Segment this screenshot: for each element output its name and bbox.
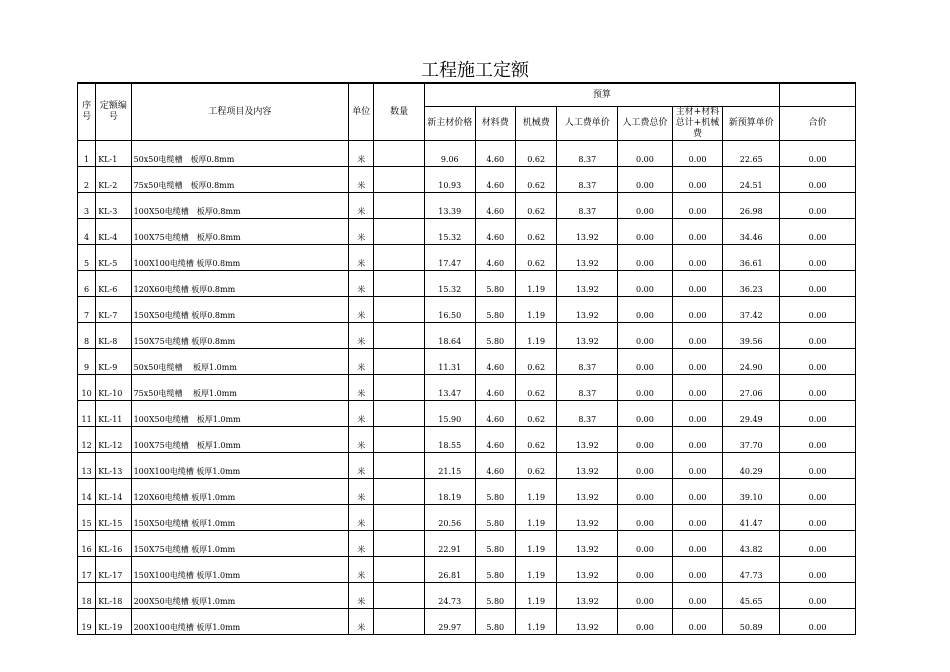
cell-qty [374, 583, 425, 609]
cell-labor-unit: 13.92 [557, 219, 618, 245]
cell-item: 50x50电缆槽 板厚1.0mm [131, 349, 348, 375]
cell-total: 0.00 [780, 609, 856, 635]
cell-labor-unit: 13.92 [557, 297, 618, 323]
cell-new-unit: 37.70 [723, 427, 780, 453]
cell-machine: 0.62 [515, 375, 556, 401]
cell-total: 0.00 [780, 219, 856, 245]
cell-main-price: 9.06 [424, 141, 475, 167]
cell-unit: 米 [349, 557, 374, 583]
cell-material: 4.60 [475, 349, 515, 375]
table-row [78, 141, 856, 167]
table-row [78, 245, 856, 271]
cell-subtotal: 0.00 [672, 375, 723, 401]
cell-code: KL-17 [96, 557, 131, 583]
cell-seq: 6 [78, 271, 96, 297]
cell-code: KL-9 [96, 349, 131, 375]
cell-unit: 米 [349, 271, 374, 297]
cell-code: KL-13 [96, 453, 131, 479]
cell-labor-total: 0.00 [618, 583, 673, 609]
cell-labor-unit: 13.92 [557, 427, 618, 453]
cell-total: 0.00 [780, 427, 856, 453]
cell-material: 5.80 [475, 557, 515, 583]
cell-subtotal: 0.00 [672, 297, 723, 323]
table-row [78, 401, 856, 427]
cell-total: 0.00 [780, 349, 856, 375]
cell-main-price: 10.93 [424, 167, 475, 193]
cell-new-unit: 27.06 [723, 375, 780, 401]
cell-item: 100X100电缆槽 板厚1.0mm [131, 453, 348, 479]
cell-unit: 米 [349, 505, 374, 531]
cell-main-price: 18.55 [424, 427, 475, 453]
cell-labor-unit: 8.37 [557, 401, 618, 427]
table-row [78, 505, 856, 531]
table-row [78, 453, 856, 479]
table-row [78, 557, 856, 583]
cell-seq: 11 [78, 401, 96, 427]
cell-qty [374, 219, 425, 245]
cell-seq: 1 [78, 141, 96, 167]
cell-labor-total: 0.00 [618, 167, 673, 193]
header-labor-unit: 人工费单价 [557, 107, 618, 141]
table-row [78, 271, 856, 297]
cell-seq: 17 [78, 557, 96, 583]
cell-unit: 米 [349, 427, 374, 453]
cell-seq: 10 [78, 375, 96, 401]
cell-total: 0.00 [780, 531, 856, 557]
cell-machine: 0.62 [515, 453, 556, 479]
cell-code: KL-12 [96, 427, 131, 453]
cell-machine: 1.19 [515, 479, 556, 505]
cell-subtotal: 0.00 [672, 557, 723, 583]
cell-labor-total: 0.00 [618, 557, 673, 583]
cell-code: KL-4 [96, 219, 131, 245]
cell-main-price: 15.90 [424, 401, 475, 427]
cell-main-price: 11.31 [424, 349, 475, 375]
cell-labor-total: 0.00 [618, 479, 673, 505]
cell-subtotal: 0.00 [672, 193, 723, 219]
cell-total: 0.00 [780, 479, 856, 505]
cell-material: 4.60 [475, 375, 515, 401]
cell-qty [374, 141, 425, 167]
cell-labor-total: 0.00 [618, 271, 673, 297]
cell-subtotal: 0.00 [672, 141, 723, 167]
cell-main-price: 13.47 [424, 375, 475, 401]
cell-code: KL-10 [96, 375, 131, 401]
cell-code: KL-18 [96, 583, 131, 609]
cell-labor-unit: 13.92 [557, 323, 618, 349]
cell-total: 0.00 [780, 557, 856, 583]
cell-subtotal: 0.00 [672, 609, 723, 635]
cell-total: 0.00 [780, 323, 856, 349]
cell-new-unit: 41.47 [723, 505, 780, 531]
cell-material: 5.80 [475, 531, 515, 557]
cell-total: 0.00 [780, 453, 856, 479]
cell-code: KL-8 [96, 323, 131, 349]
cell-labor-unit: 8.37 [557, 193, 618, 219]
cell-labor-total: 0.00 [618, 297, 673, 323]
cell-main-price: 22.91 [424, 531, 475, 557]
cell-labor-total: 0.00 [618, 531, 673, 557]
header-blank [780, 83, 856, 107]
cell-unit: 米 [349, 323, 374, 349]
cell-labor-unit: 13.92 [557, 531, 618, 557]
cell-item: 50x50电缆槽 板厚0.8mm [131, 141, 348, 167]
quota-table [77, 82, 856, 635]
header-subtotal: 主材+材料总计+机械费 [672, 107, 723, 141]
cell-qty [374, 271, 425, 297]
cell-seq: 4 [78, 219, 96, 245]
cell-material: 5.80 [475, 271, 515, 297]
table-row [78, 479, 856, 505]
table-row [78, 193, 856, 219]
cell-new-unit: 39.10 [723, 479, 780, 505]
cell-unit: 米 [349, 531, 374, 557]
cell-unit: 米 [349, 193, 374, 219]
cell-material: 5.80 [475, 505, 515, 531]
cell-qty [374, 375, 425, 401]
cell-qty [374, 479, 425, 505]
cell-main-price: 16.50 [424, 297, 475, 323]
cell-main-price: 15.32 [424, 219, 475, 245]
cell-seq: 18 [78, 583, 96, 609]
cell-material: 5.80 [475, 609, 515, 635]
cell-unit: 米 [349, 609, 374, 635]
header-budget: 预算 [424, 83, 779, 107]
cell-subtotal: 0.00 [672, 349, 723, 375]
cell-labor-unit: 13.92 [557, 609, 618, 635]
cell-item: 200X50电缆槽 板厚1.0mm [131, 583, 348, 609]
cell-qty [374, 609, 425, 635]
cell-unit: 米 [349, 141, 374, 167]
cell-machine: 0.62 [515, 167, 556, 193]
cell-machine: 0.62 [515, 427, 556, 453]
cell-labor-unit: 8.37 [557, 375, 618, 401]
cell-new-unit: 37.42 [723, 297, 780, 323]
cell-item: 100X50电缆槽 板厚0.8mm [131, 193, 348, 219]
cell-subtotal: 0.00 [672, 219, 723, 245]
cell-main-price: 24.73 [424, 583, 475, 609]
table-row [78, 583, 856, 609]
cell-seq: 9 [78, 349, 96, 375]
cell-unit: 米 [349, 349, 374, 375]
header-total: 合价 [780, 107, 856, 141]
cell-new-unit: 34.46 [723, 219, 780, 245]
cell-subtotal: 0.00 [672, 453, 723, 479]
cell-new-unit: 36.23 [723, 271, 780, 297]
cell-unit: 米 [349, 583, 374, 609]
cell-item: 100X100电缆槽 板厚0.8mm [131, 245, 348, 271]
cell-qty [374, 297, 425, 323]
cell-labor-total: 0.00 [618, 323, 673, 349]
cell-labor-total: 0.00 [618, 375, 673, 401]
cell-qty [374, 193, 425, 219]
cell-machine: 1.19 [515, 505, 556, 531]
cell-unit: 米 [349, 479, 374, 505]
cell-seq: 19 [78, 609, 96, 635]
cell-seq: 14 [78, 479, 96, 505]
cell-item: 75x50电缆槽 板厚1.0mm [131, 375, 348, 401]
cell-material: 5.80 [475, 583, 515, 609]
cell-machine: 1.19 [515, 531, 556, 557]
cell-code: KL-2 [96, 167, 131, 193]
cell-new-unit: 29.49 [723, 401, 780, 427]
cell-seq: 2 [78, 167, 96, 193]
cell-total: 0.00 [780, 297, 856, 323]
cell-labor-unit: 13.92 [557, 505, 618, 531]
cell-machine: 0.62 [515, 401, 556, 427]
header-seq: 序号 [78, 83, 96, 141]
cell-total: 0.00 [780, 167, 856, 193]
cell-item: 150X50电缆槽 板厚1.0mm [131, 505, 348, 531]
cell-total: 0.00 [780, 505, 856, 531]
cell-item: 150X50电缆槽 板厚0.8mm [131, 297, 348, 323]
cell-new-unit: 24.90 [723, 349, 780, 375]
cell-labor-total: 0.00 [618, 219, 673, 245]
cell-item: 200X100电缆槽 板厚1.0mm [131, 609, 348, 635]
cell-main-price: 21.15 [424, 453, 475, 479]
cell-code: KL-15 [96, 505, 131, 531]
cell-material: 4.60 [475, 193, 515, 219]
cell-seq: 5 [78, 245, 96, 271]
cell-item: 120X60电缆槽 板厚1.0mm [131, 479, 348, 505]
cell-labor-total: 0.00 [618, 141, 673, 167]
cell-main-price: 26.81 [424, 557, 475, 583]
cell-main-price: 15.32 [424, 271, 475, 297]
cell-subtotal: 0.00 [672, 427, 723, 453]
header-new-unit: 新预算单价 [723, 107, 780, 141]
cell-main-price: 18.64 [424, 323, 475, 349]
cell-code: KL-14 [96, 479, 131, 505]
cell-seq: 13 [78, 453, 96, 479]
cell-seq: 7 [78, 297, 96, 323]
cell-subtotal: 0.00 [672, 271, 723, 297]
cell-qty [374, 505, 425, 531]
cell-subtotal: 0.00 [672, 401, 723, 427]
cell-unit: 米 [349, 167, 374, 193]
cell-machine: 1.19 [515, 297, 556, 323]
cell-material: 4.60 [475, 245, 515, 271]
header-material: 材料费 [475, 107, 515, 141]
cell-labor-total: 0.00 [618, 349, 673, 375]
header-main-price: 新主材价格 [424, 107, 475, 141]
cell-total: 0.00 [780, 245, 856, 271]
cell-main-price: 18.19 [424, 479, 475, 505]
cell-item: 100X50电缆槽 板厚1.0mm [131, 401, 348, 427]
table-row [78, 297, 856, 323]
cell-item: 100X75电缆槽 板厚1.0mm [131, 427, 348, 453]
cell-labor-unit: 13.92 [557, 453, 618, 479]
cell-item: 100X75电缆槽 板厚0.8mm [131, 219, 348, 245]
cell-subtotal: 0.00 [672, 167, 723, 193]
cell-machine: 0.62 [515, 245, 556, 271]
cell-labor-unit: 13.92 [557, 557, 618, 583]
cell-code: KL-11 [96, 401, 131, 427]
cell-material: 5.80 [475, 297, 515, 323]
cell-code: KL-19 [96, 609, 131, 635]
cell-machine: 1.19 [515, 583, 556, 609]
cell-code: KL-16 [96, 531, 131, 557]
cell-seq: 8 [78, 323, 96, 349]
cell-main-price: 29.97 [424, 609, 475, 635]
table-row [78, 531, 856, 557]
cell-machine: 0.62 [515, 219, 556, 245]
cell-labor-total: 0.00 [618, 609, 673, 635]
cell-seq: 12 [78, 427, 96, 453]
cell-material: 5.80 [475, 479, 515, 505]
header-labor-total: 人工费总价 [618, 107, 673, 141]
cell-labor-unit: 8.37 [557, 167, 618, 193]
cell-qty [374, 557, 425, 583]
cell-material: 4.60 [475, 219, 515, 245]
cell-qty [374, 427, 425, 453]
cell-new-unit: 40.29 [723, 453, 780, 479]
cell-labor-unit: 13.92 [557, 245, 618, 271]
cell-material: 5.80 [475, 323, 515, 349]
cell-material: 4.60 [475, 167, 515, 193]
cell-total: 0.00 [780, 375, 856, 401]
cell-machine: 0.62 [515, 349, 556, 375]
cell-qty [374, 453, 425, 479]
cell-code: KL-6 [96, 271, 131, 297]
table-row [78, 167, 856, 193]
cell-new-unit: 45.65 [723, 583, 780, 609]
cell-main-price: 20.56 [424, 505, 475, 531]
cell-code: KL-7 [96, 297, 131, 323]
cell-labor-total: 0.00 [618, 427, 673, 453]
cell-qty [374, 245, 425, 271]
cell-labor-total: 0.00 [618, 245, 673, 271]
table-row [78, 323, 856, 349]
cell-unit: 米 [349, 219, 374, 245]
cell-labor-total: 0.00 [618, 453, 673, 479]
page-title: 工程施工定额 [421, 60, 529, 81]
cell-seq: 16 [78, 531, 96, 557]
table-row [78, 375, 856, 401]
cell-item: 150X75电缆槽 板厚1.0mm [131, 531, 348, 557]
header-item: 工程项目及内容 [131, 83, 348, 141]
cell-subtotal: 0.00 [672, 323, 723, 349]
table-row [78, 609, 856, 635]
cell-new-unit: 26.98 [723, 193, 780, 219]
cell-new-unit: 43.82 [723, 531, 780, 557]
header-qty: 数量 [374, 83, 425, 141]
cell-qty [374, 531, 425, 557]
cell-item: 75x50电缆槽 板厚0.8mm [131, 167, 348, 193]
cell-new-unit: 22.65 [723, 141, 780, 167]
cell-labor-total: 0.00 [618, 505, 673, 531]
cell-qty [374, 167, 425, 193]
cell-labor-total: 0.00 [618, 401, 673, 427]
cell-main-price: 17.47 [424, 245, 475, 271]
cell-item: 150X100电缆槽 板厚1.0mm [131, 557, 348, 583]
cell-new-unit: 36.61 [723, 245, 780, 271]
table-row [78, 219, 856, 245]
cell-subtotal: 0.00 [672, 583, 723, 609]
cell-new-unit: 24.51 [723, 167, 780, 193]
cell-machine: 1.19 [515, 323, 556, 349]
cell-unit: 米 [349, 375, 374, 401]
cell-qty [374, 401, 425, 427]
cell-total: 0.00 [780, 141, 856, 167]
cell-new-unit: 47.73 [723, 557, 780, 583]
cell-machine: 1.19 [515, 609, 556, 635]
cell-labor-unit: 13.92 [557, 583, 618, 609]
cell-seq: 15 [78, 505, 96, 531]
cell-new-unit: 50.89 [723, 609, 780, 635]
cell-total: 0.00 [780, 583, 856, 609]
cell-item: 150X75电缆槽 板厚0.8mm [131, 323, 348, 349]
cell-material: 4.60 [475, 427, 515, 453]
cell-machine: 0.62 [515, 141, 556, 167]
cell-labor-total: 0.00 [618, 193, 673, 219]
cell-machine: 1.19 [515, 271, 556, 297]
cell-subtotal: 0.00 [672, 531, 723, 557]
cell-seq: 3 [78, 193, 96, 219]
cell-total: 0.00 [780, 193, 856, 219]
cell-main-price: 13.39 [424, 193, 475, 219]
cell-labor-unit: 8.37 [557, 141, 618, 167]
cell-unit: 米 [349, 401, 374, 427]
cell-labor-unit: 13.92 [557, 479, 618, 505]
cell-subtotal: 0.00 [672, 479, 723, 505]
cell-material: 4.60 [475, 401, 515, 427]
cell-machine: 0.62 [515, 193, 556, 219]
header-code: 定额编号 [96, 83, 131, 141]
cell-code: KL-5 [96, 245, 131, 271]
header-unit: 单位 [349, 83, 374, 141]
cell-material: 4.60 [475, 453, 515, 479]
cell-labor-unit: 8.37 [557, 349, 618, 375]
cell-code: KL-1 [96, 141, 131, 167]
cell-qty [374, 323, 425, 349]
cell-total: 0.00 [780, 401, 856, 427]
header-machine: 机械费 [515, 107, 556, 141]
cell-machine: 1.19 [515, 557, 556, 583]
cell-labor-unit: 13.92 [557, 271, 618, 297]
cell-unit: 米 [349, 245, 374, 271]
cell-qty [374, 349, 425, 375]
table-row [78, 427, 856, 453]
cell-total: 0.00 [780, 271, 856, 297]
cell-unit: 米 [349, 453, 374, 479]
cell-code: KL-3 [96, 193, 131, 219]
cell-subtotal: 0.00 [672, 245, 723, 271]
cell-new-unit: 39.56 [723, 323, 780, 349]
cell-subtotal: 0.00 [672, 505, 723, 531]
cell-unit: 米 [349, 297, 374, 323]
cell-item: 120X60电缆槽 板厚0.8mm [131, 271, 348, 297]
cell-material: 4.60 [475, 141, 515, 167]
table-row [78, 349, 856, 375]
